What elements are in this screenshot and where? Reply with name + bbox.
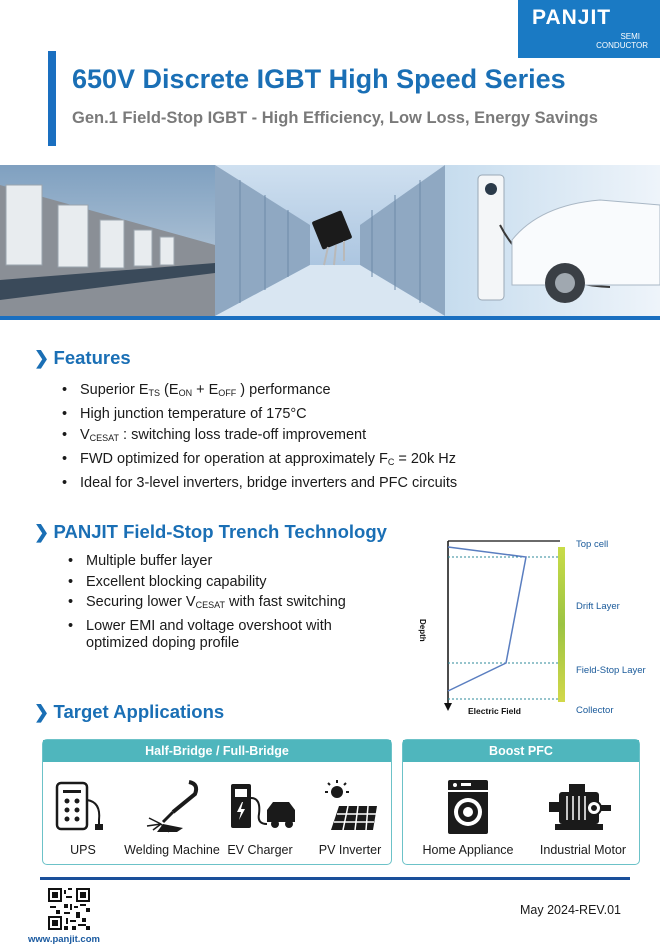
ups-icon bbox=[53, 780, 111, 834]
washing-machine-icon bbox=[445, 778, 491, 836]
list-item: • Ideal for 3-level inverters, bridge inverters and PFC circuits bbox=[60, 473, 457, 494]
revision-date: May 2024-REV.01 bbox=[520, 903, 621, 917]
technology-list-continuation: optimized doping profile bbox=[86, 635, 240, 651]
page-title: 650V Discrete IGBT High Speed Series bbox=[72, 64, 566, 94]
app-label-pv-inverter: PV Inverter bbox=[318, 843, 382, 857]
list-item: • High junction temperature of 175°C bbox=[60, 404, 457, 425]
list-item: • Excellent blocking capability bbox=[66, 572, 346, 593]
list-item: • $V_{CESAT}$ : switching loss trade-off improvement bbox=[60, 425, 457, 449]
app-label-welding: Welding Machine bbox=[124, 843, 220, 857]
list-item: • FWD optimized for operation at approximately $F_C = 20k$ Hz bbox=[60, 449, 457, 473]
logo-brand: PANJIT bbox=[532, 6, 612, 29]
panjit-logo bbox=[518, 0, 660, 58]
welding-machine-icon bbox=[143, 778, 205, 834]
list-item: • Lower EMI and voltage overshoot with bbox=[66, 616, 346, 637]
features-list bbox=[60, 380, 457, 494]
application-group-boost-pfc bbox=[402, 739, 640, 865]
group-title: Half-Bridge / Full-Bridge bbox=[43, 740, 391, 762]
app-label-home-appliance: Home Appliance bbox=[422, 843, 514, 857]
chevron-right-icon: ❯ bbox=[34, 522, 50, 542]
electric-field-axis-label: Electric Field bbox=[468, 706, 521, 716]
electric-field-diagram bbox=[420, 533, 570, 718]
applications-heading: Target Applications bbox=[53, 701, 225, 722]
pv-inverter-icon bbox=[321, 780, 381, 834]
layer-label-field-stop: Field-Stop Layer bbox=[576, 665, 646, 676]
features-heading: Features bbox=[53, 347, 131, 368]
title-accent-bar bbox=[48, 51, 56, 146]
depth-axis-label: Depth bbox=[418, 619, 427, 642]
website-link[interactable]: www.panjit.com bbox=[28, 934, 100, 945]
app-label-ev-charger: EV Charger bbox=[227, 843, 293, 857]
footer-divider bbox=[40, 877, 630, 880]
page-subtitle: Gen.1 Field-Stop IGBT - High Efficiency, Low Loss, Energy Savings bbox=[72, 109, 598, 127]
layer-label-top-cell: Top cell bbox=[576, 539, 609, 550]
list-item: • Securing lower $V_{CESAT}$ with fast switching bbox=[66, 592, 346, 616]
logo-sub-conductor: CONDUCTOR bbox=[596, 41, 648, 50]
ev-charger-icon bbox=[227, 780, 299, 834]
qr-code-icon[interactable] bbox=[48, 888, 90, 930]
list-item: • Multiple buffer layer bbox=[66, 551, 346, 572]
technology-heading: PANJIT Field-Stop Trench Technology bbox=[53, 521, 387, 542]
hero-banner-image bbox=[0, 165, 660, 316]
technology-section-header bbox=[34, 521, 387, 543]
applications-section-header bbox=[34, 701, 224, 723]
app-label-ups: UPS bbox=[70, 843, 96, 857]
features-section-header bbox=[34, 347, 131, 369]
logo-sub-semi: SEMI bbox=[620, 32, 640, 41]
app-label-industrial-motor: Industrial Motor bbox=[539, 843, 627, 857]
list-item: • Superior $E_{TS}$ ($E_{ON} + E_{OFF}$ ) performance bbox=[60, 380, 457, 404]
application-group-bridge bbox=[42, 739, 392, 865]
layer-label-drift: Drift Layer bbox=[576, 601, 620, 612]
banner-underline bbox=[0, 316, 660, 320]
group-title: Boost PFC bbox=[403, 740, 639, 762]
technology-list bbox=[66, 551, 346, 636]
layer-label-collector: Collector bbox=[576, 705, 614, 716]
industrial-motor-icon bbox=[547, 782, 613, 834]
chevron-right-icon: ❯ bbox=[34, 702, 50, 722]
chevron-right-icon: ❯ bbox=[34, 348, 50, 368]
